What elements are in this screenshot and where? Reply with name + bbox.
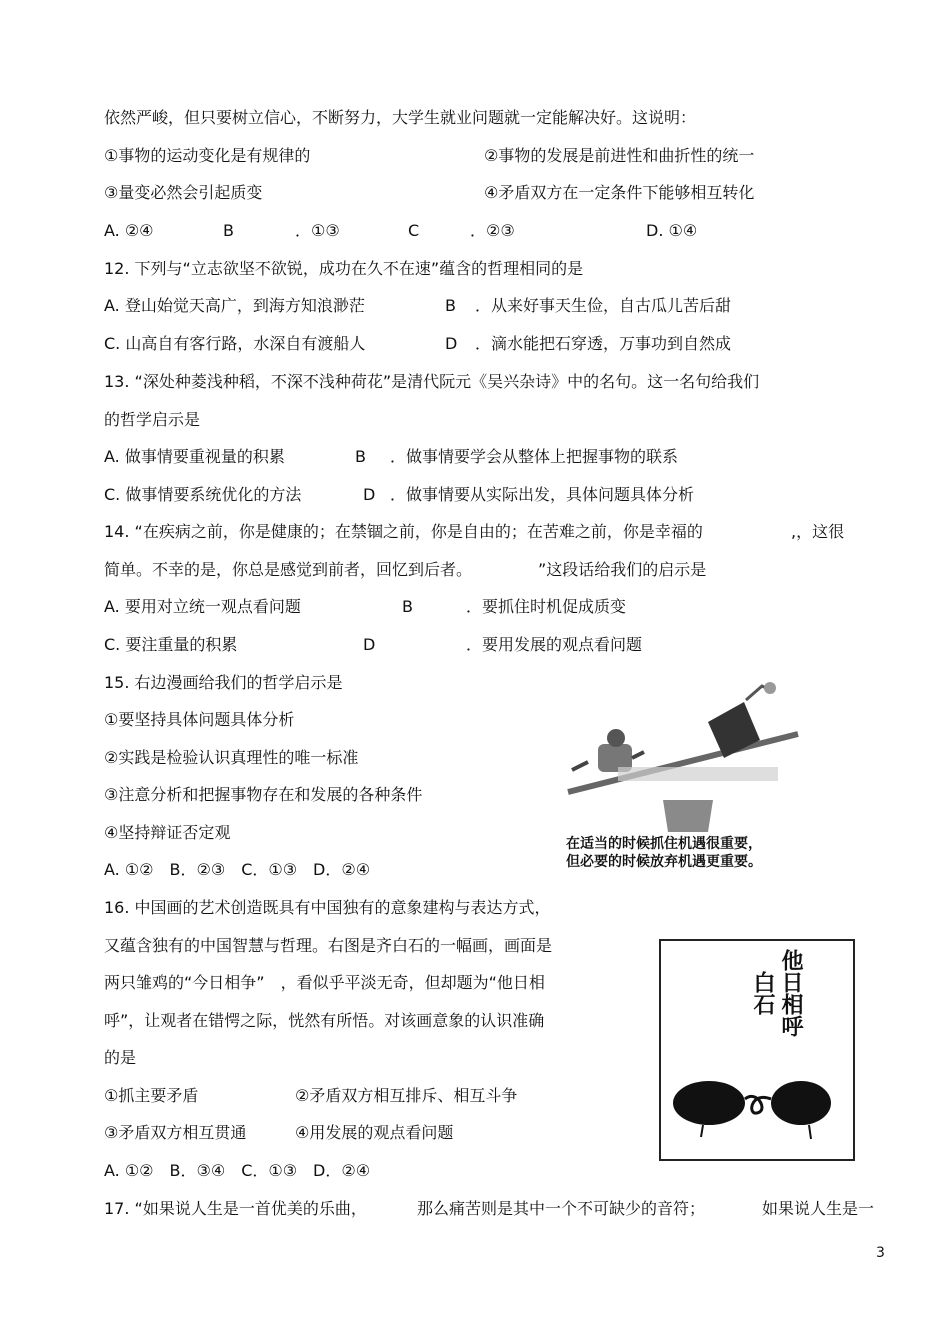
- q11-option-a: A. ②④: [104, 221, 154, 240]
- q11-option-d: D. ①④: [646, 221, 698, 240]
- q11-statement-1: ①事物的运动变化是有规律的: [104, 146, 311, 165]
- q14-option-c: C. 要注重量的积累: [104, 635, 238, 654]
- q13-stem-line-2: 的哲学启示是: [104, 410, 201, 429]
- chick-right: [771, 1081, 831, 1125]
- fulcrum-shape: [663, 800, 713, 832]
- q16-stem-line-2: 又蕴含独有的中国智慧与哲理。右图是齐白石的一幅画，画面是: [104, 936, 553, 955]
- chick-left: [673, 1081, 745, 1125]
- q13-stem-line-1: 13. “深处种菱浅种稻，不深不浅种荷花”是清代阮元《吴兴杂诗》中的名句。这一名句给我们: [104, 372, 760, 391]
- q12-option-a: A. 登山始觉天高广，到海方知浪渺茫: [104, 296, 365, 315]
- q16-options: A. ①② B．③④ C．①③ D．②④: [104, 1161, 371, 1180]
- q15-statement-1: ①要坚持具体问题具体分析: [104, 710, 295, 729]
- q14-stem-line-1: 14. “在疾病之前，你是健康的；在禁锢之前，你是自由的；在苦难之前，你是幸福的: [104, 522, 703, 541]
- q11-option-c: ．②③: [470, 221, 515, 240]
- q15-statement-4: ④坚持辩证否定观: [104, 823, 231, 842]
- q11-option-c-letter: C: [408, 221, 420, 240]
- q12-option-b: ．从来好事天生俭，自古瓜儿苦后甜: [475, 296, 732, 315]
- q13-option-b-letter: B: [355, 447, 366, 466]
- q13-option-d: ．做事情要从实际出发，具体问题具体分析: [390, 485, 695, 504]
- q15-caption-line-2: 但必要的时候放弃机遇更重要。: [566, 854, 762, 870]
- worm-shape: [745, 1096, 771, 1113]
- q13-option-a: A. 做事情要重视量的积累: [104, 447, 285, 466]
- qi-baishi-painting: [659, 939, 855, 1161]
- q15-cartoon: [548, 672, 820, 872]
- q16-stem-line-4: 呼”，让观者在错愕之际，恍然有所悟。对该画意象的认识准确: [104, 1011, 545, 1030]
- q11-option-b-letter: B: [223, 221, 234, 240]
- q11-statement-3: ③量变必然会引起质变: [104, 183, 263, 202]
- q14-option-d: ．要用发展的观点看问题: [466, 635, 643, 654]
- q11-stem-continuation: 依然严峻，但只要树立信心，不断努力，大学生就业问题就一定能解决好。这说明：: [104, 108, 697, 127]
- flying-object: [708, 682, 776, 758]
- q14-option-d-letter: D: [363, 635, 376, 654]
- q14-stem-line-2: 简单。不幸的是，你总是感觉到前者，回忆到后者。: [104, 560, 473, 579]
- q16-statement-1: ①抓主要矛盾: [104, 1086, 199, 1105]
- q17-stem-part-c: 如果说人生是一: [762, 1199, 875, 1218]
- q11-statement-2: ②事物的发展是前进性和曲折性的统一: [484, 146, 755, 165]
- q16-statement-2: ②矛盾双方相互排斥、相互斗争: [295, 1086, 518, 1105]
- q17-stem-part-b: 那么痛苦则是其中一个不可缺少的音符；: [417, 1199, 706, 1218]
- q17-stem-part-a: 17. “如果说人生是一首优美的乐曲，: [104, 1199, 367, 1218]
- page-number: 3: [876, 1245, 885, 1261]
- q12-option-b-letter: B: [445, 296, 456, 315]
- q16-stem-line-5: 的是: [104, 1048, 137, 1067]
- q16-statement-3: ③矛盾双方相互贯通: [104, 1123, 247, 1142]
- q16-stem-line-3: 两只雏鸡的“今日相争” ，看似乎平淡无奇，但却题为“他日相: [104, 973, 545, 992]
- q16-statement-4: ④用发展的观点看问题: [295, 1123, 454, 1142]
- q13-option-c: C. 做事情要系统优化的方法: [104, 485, 302, 504]
- q12-option-d: ．滴水能把石穿透，万事功到自然成: [475, 334, 732, 353]
- q15-options: A. ①② B．②③ C．①③ D．②④: [104, 860, 371, 879]
- q12-option-d-letter: D: [445, 334, 458, 353]
- falling-figure: [572, 729, 644, 772]
- q14-option-b: ．要抓住时机促成质变: [466, 597, 627, 616]
- q13-option-d-letter: D: [363, 485, 376, 504]
- q15-caption-line-1: 在适当的时候抓住机遇很重要，: [566, 836, 762, 852]
- q15-statement-2: ②实践是检验认识真理性的唯一标准: [104, 748, 359, 767]
- chicks-illustration: [661, 941, 853, 1159]
- q11-option-b: ．①③: [295, 221, 340, 240]
- q14-option-a: A. 要用对立统一观点看问题: [104, 597, 301, 616]
- q16-stem-line-1: 16. 中国画的艺术创造既具有中国独有的意象建构与表达方式，: [104, 898, 551, 917]
- q13-option-b: ．做事情要学会从整体上把握事物的联系: [390, 447, 679, 466]
- q15-statement-3: ③注意分析和把握事物存在和发展的各种条件: [104, 785, 423, 804]
- q14-stem-line-1-tail: ,，这很: [791, 522, 845, 541]
- q14-stem-line-2-tail: ”这段话给我们的启示是: [538, 560, 707, 579]
- q15-stem: 15. 右边漫画给我们的哲学启示是: [104, 673, 343, 692]
- background-smudge: [618, 767, 778, 781]
- q12-option-c: C. 山高自有客行路，水深自有渡船人: [104, 334, 366, 353]
- q11-statement-4: ④矛盾双方在一定条件下能够相互转化: [484, 183, 755, 202]
- painting-signature: 白石: [750, 971, 776, 1015]
- painting-inscription: 他日相呼: [778, 949, 804, 1037]
- q12-stem: 12. 下列与“立志欲坚不欲锐，成功在久不在速”蕴含的哲理相同的是: [104, 259, 584, 278]
- q14-option-b-letter: B: [402, 597, 413, 616]
